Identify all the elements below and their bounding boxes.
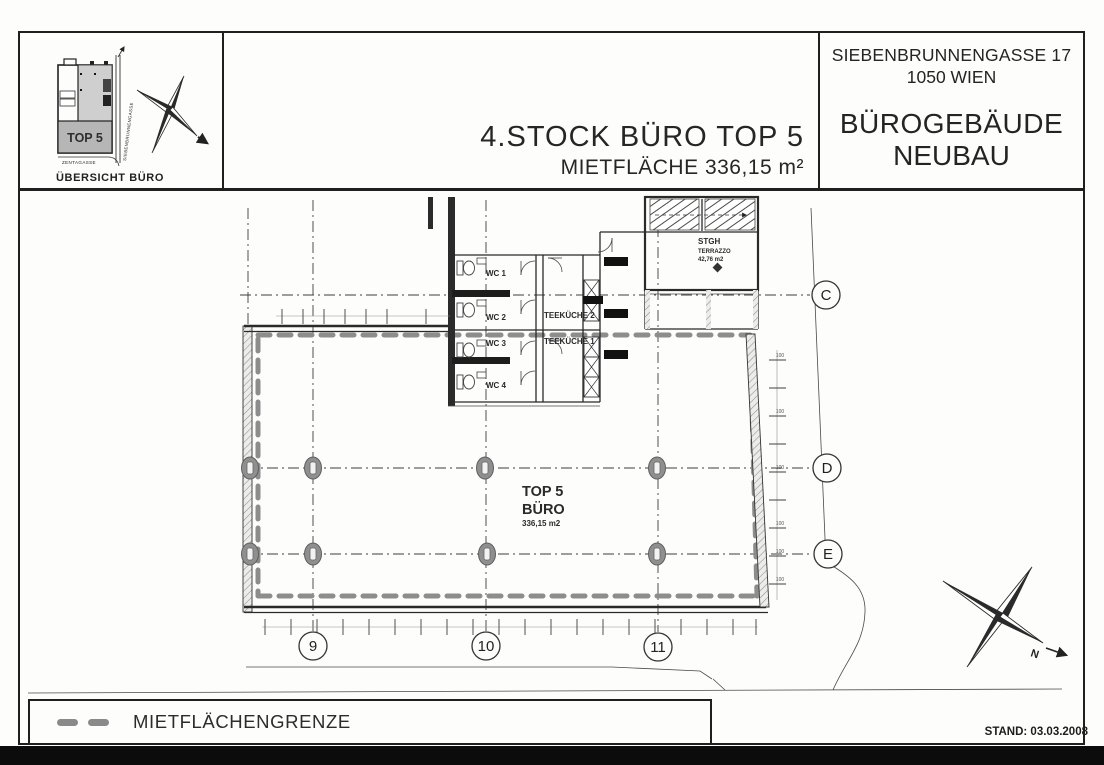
dimension-ticks — [262, 309, 786, 635]
office-label-top5: TOP 5 — [522, 484, 564, 500]
axis-label-10: 10 — [477, 638, 495, 655]
axis-label-c: C — [820, 287, 832, 304]
scan-edge-bar — [0, 746, 1104, 765]
room-labels — [486, 237, 731, 528]
site-boundary-lines — [28, 208, 1062, 693]
dim-label: 100 — [775, 353, 785, 359]
dim-label: 100 — [775, 409, 785, 415]
mini-building-outline — [58, 59, 112, 153]
dim-label: 100 — [775, 465, 785, 471]
office-label-area: 336,15 m2 — [522, 519, 561, 528]
project-name-line1: BÜROGEBÄUDE — [839, 108, 1064, 139]
header-compass-icon — [137, 76, 207, 153]
drawing-subtitle: MIETFLÄCHE 336,15 m² — [560, 156, 804, 179]
dim-label: 100 — [775, 521, 785, 527]
room-label-teekueche1: TEEKÜCHE 1 — [544, 337, 595, 346]
address-street: SIEBENBRUNNENGASSE 17 — [831, 45, 1072, 65]
room-label-wc3: WC 3 — [486, 339, 506, 348]
dim-label: 100 — [775, 549, 785, 555]
mietflaechengrenze-boundary — [258, 335, 757, 596]
wc-teekueche-block — [428, 197, 645, 406]
overview-cell — [20, 33, 224, 188]
axis-label-11: 11 — [650, 639, 666, 656]
project-address-cell — [818, 33, 1083, 188]
drawing-title: 4.STOCK BÜRO TOP 5 — [480, 121, 804, 153]
overview-caption: ÜBERSICHT BÜRO — [56, 172, 165, 184]
structural-columns — [242, 457, 666, 565]
room-label-wc4: WC 4 — [486, 381, 506, 390]
revision-date: STAND: 03.03.2008 — [984, 726, 1088, 738]
mini-top5-label: TOP 5 — [67, 131, 103, 145]
room-label-stgh: STGH — [698, 237, 721, 246]
project-name-line2: NEUBAU — [893, 140, 1010, 171]
title-block-header — [20, 33, 1083, 191]
address-city: 1050 WIEN — [906, 67, 997, 87]
north-letter: N — [1029, 647, 1041, 662]
street-label-zentagasse: ZENTAGASSE — [62, 160, 96, 165]
axis-label-d: D — [821, 460, 833, 477]
site-overview-map — [20, 33, 222, 186]
stairwell-block — [645, 197, 758, 329]
office-label-buero: BÜRO — [522, 502, 565, 518]
structural-grid-lines — [240, 200, 812, 632]
dim-label: 100 — [775, 577, 785, 583]
mietflaechengrenze-dash-icon — [88, 719, 109, 726]
legend-box — [28, 699, 712, 745]
room-label-terrazzo: TERRAZZO — [698, 249, 731, 255]
drawing-title-cell — [224, 33, 818, 188]
axis-label-e: E — [822, 546, 834, 563]
room-label-teekueche2: TEEKÜCHE 2 — [544, 311, 595, 320]
legend-label: MIETFLÄCHENGRENZE — [133, 711, 351, 732]
street-label-siebenbrunnengasse: SIEBENBRUNNENGASSE — [122, 101, 135, 162]
axis-label-9: 9 — [308, 638, 318, 655]
room-label-wc2: WC 2 — [486, 313, 506, 322]
north-compass-icon — [943, 567, 1066, 667]
mietflaechengrenze-dash-icon — [57, 719, 78, 726]
room-label-stgh-area: 42,76 m2 — [698, 257, 724, 263]
room-label-wc1: WC 1 — [486, 269, 506, 278]
